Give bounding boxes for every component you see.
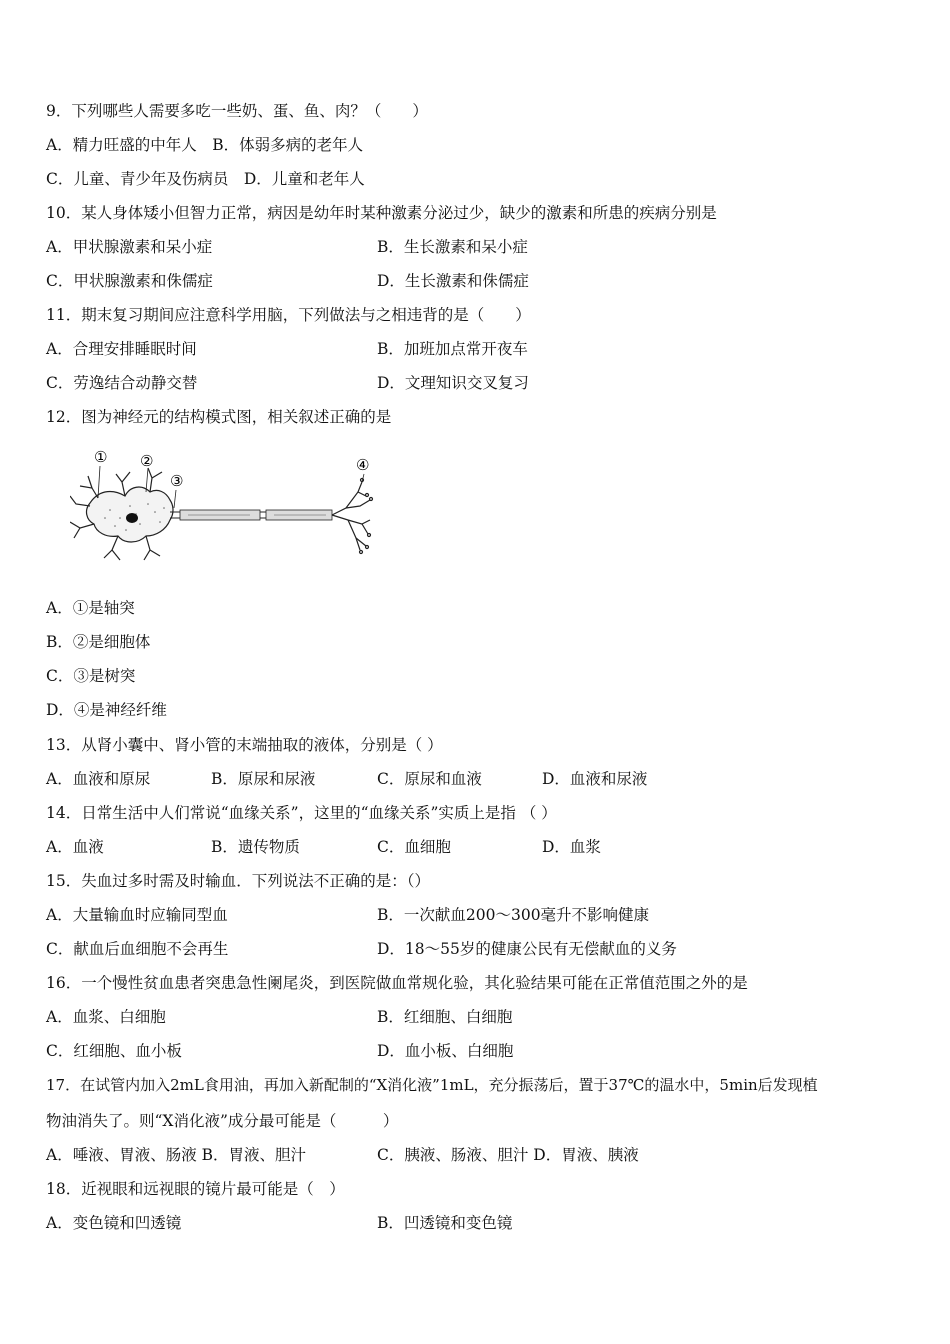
q10-option-a: A．甲状腺激素和呆小症 — [46, 238, 213, 256]
q11-option-b: B．加班加点常开夜车 — [377, 340, 528, 358]
q11-option-d: D．文理知识交叉复习 — [377, 374, 529, 392]
q10-option-b: B．生长激素和呆小症 — [377, 238, 528, 256]
q18-stem: 18．近视眼和远视眼的镜片最可能是（ ） — [46, 1180, 345, 1198]
label-4: ④ — [356, 456, 370, 474]
q18-option-b: B．凹透镜和变色镜 — [377, 1214, 513, 1232]
q11-option-a: A．合理安排睡眠时间 — [46, 340, 197, 358]
q9-options-cd: C．儿童、青少年及伤病员 D．儿童和老年人 — [46, 170, 365, 188]
q13-option-d: D．血液和尿液 — [542, 770, 648, 788]
q14-option-c: C．血细胞 — [377, 838, 451, 856]
q11-option-c: C．劳逸结合动静交替 — [46, 374, 198, 392]
q14-option-a: A．血液 — [46, 838, 104, 856]
q12-option-b: B．②是细胞体 — [46, 633, 151, 651]
q17-options-ab: A．唾液、胃液、肠液 B．胃液、胆汁 — [46, 1146, 307, 1164]
q13-option-a: A．血液和原尿 — [46, 770, 151, 788]
q12-option-a: A．①是轴突 — [46, 599, 135, 617]
q15-option-d: D．18～55岁的健康公民有无偿献血的义务 — [377, 940, 677, 958]
q17-stem-line1: 17．在试管内加入2mL食用油，再加入新配制的“X消化液”1mL，充分振荡后，置于37℃的温水中，5min后发现植 — [46, 1076, 818, 1094]
label-1: ① — [94, 448, 108, 466]
q13-option-c: C．原尿和血液 — [377, 770, 482, 788]
q13-option-b: B．原尿和尿液 — [211, 770, 316, 788]
q12-stem: 12．图为神经元的结构模式图，相关叙述正确的是 — [46, 408, 392, 426]
q17-options-cd: C．胰液、肠液、胆汁 D．胃液、胰液 — [377, 1146, 639, 1164]
axon-terminals — [332, 479, 373, 554]
q16-option-d: D．血小板、白细胞 — [377, 1042, 514, 1060]
q14-option-d: D．血浆 — [542, 838, 601, 856]
label-2: ② — [140, 452, 154, 470]
q9-options-ab: A．精力旺盛的中年人 B．体弱多病的老年人 — [46, 136, 364, 154]
q12-option-c: C．③是树突 — [46, 667, 136, 685]
q18-option-a: A．变色镜和凹透镜 — [46, 1214, 182, 1232]
q17-stem-line2: 物油消失了。则“X消化液”成分最可能是（ ） — [46, 1112, 399, 1130]
axon — [170, 510, 332, 520]
q10-stem: 10．某人身体矮小但智力正常，病因是幼年时某种激素分泌过少，缺少的激素和所患的疾病分别是 — [46, 204, 717, 222]
q9-stem: 9．下列哪些人需要多吃一些奶、蛋、鱼、肉？（ ） — [46, 102, 428, 120]
q16-stem: 16．一个慢性贫血患者突患急性阑尾炎，到医院做血常规化验，其化验结果可能在正常值范围之外的是 — [46, 974, 748, 992]
label-3: ③ — [170, 472, 184, 490]
q15-option-b: B．一次献血200～300毫升不影响健康 — [377, 906, 650, 924]
q10-option-c: C．甲状腺激素和侏儒症 — [46, 272, 213, 290]
q10-option-d: D．生长激素和侏儒症 — [377, 272, 529, 290]
q15-option-c: C．献血后血细胞不会再生 — [46, 940, 229, 958]
q15-option-a: A．大量输血时应输同型血 — [46, 906, 228, 924]
q12-option-d: D．④是神经纤维 — [46, 701, 167, 719]
q15-stem: 15．失血过多时需及时输血．下列说法不正确的是：（） — [46, 872, 430, 890]
q13-stem: 13．从肾小囊中、肾小管的末端抽取的液体，分别是（ ） — [46, 736, 443, 754]
neuron-nucleus — [126, 513, 138, 523]
q16-option-a: A．血浆、白细胞 — [46, 1008, 166, 1026]
q16-option-c: C．红细胞、血小板 — [46, 1042, 182, 1060]
q14-option-b: B．遗传物质 — [211, 838, 300, 856]
q16-option-b: B．红细胞、白细胞 — [377, 1008, 513, 1026]
q11-stem: 11．期末复习期间应注意科学用脑，下列做法与之相违背的是（ ） — [46, 306, 531, 324]
neuron-diagram — [70, 448, 380, 570]
q14-stem: 14．日常生活中人们常说“血缘关系”，这里的“血缘关系”实质上是指 （ ） — [46, 804, 557, 822]
